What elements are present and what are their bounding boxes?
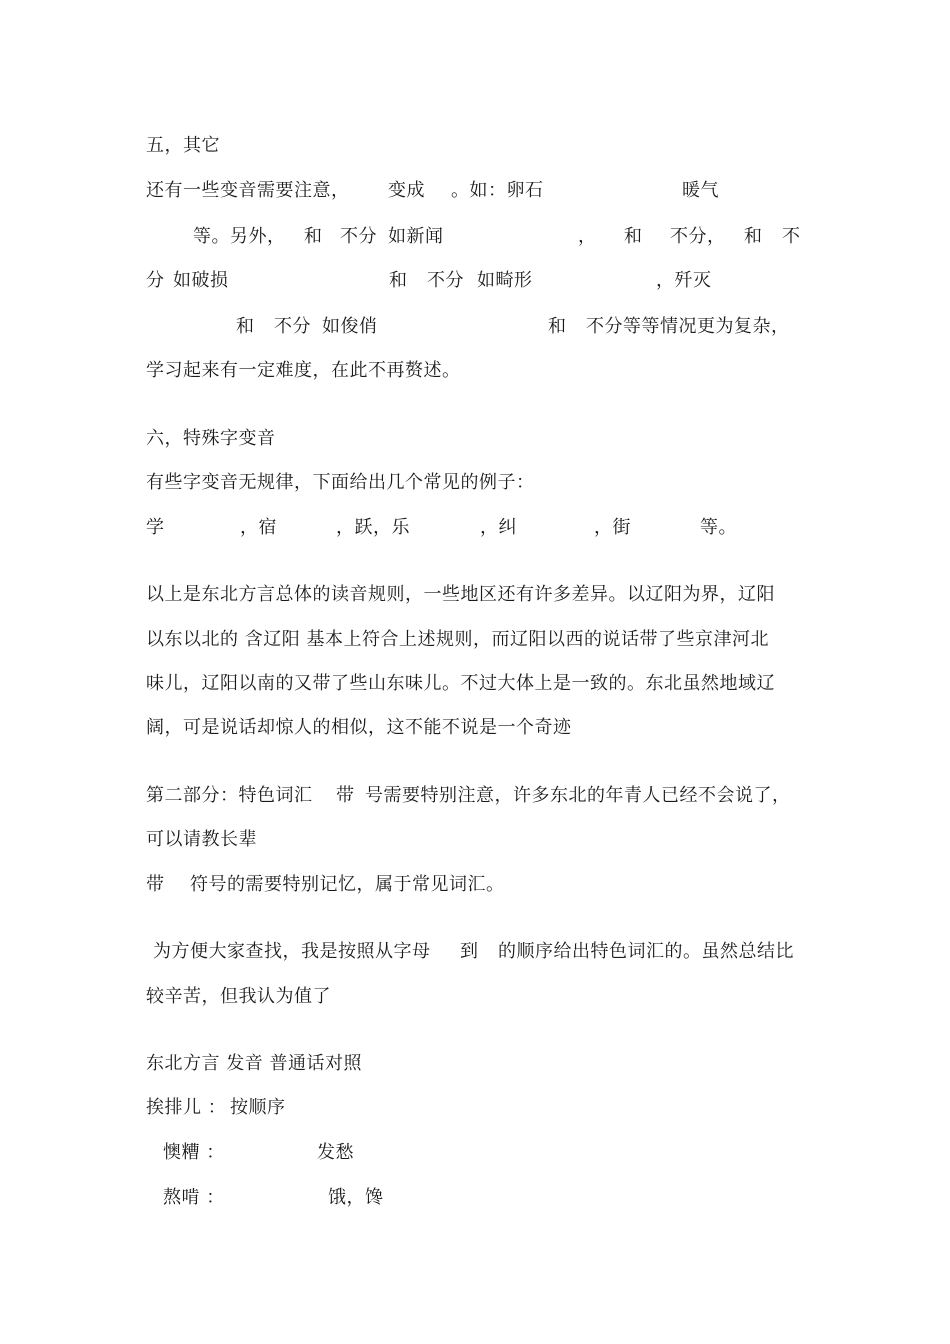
paragraph-text: 阔，可是说话却惊人的相似，这不能不说是一个奇迹 [146, 717, 572, 738]
paragraph-text: 可以请教长辈 [146, 829, 257, 850]
paragraph-text: 暖气 [682, 180, 719, 201]
vocab-meaning: 发愁 [317, 1142, 354, 1163]
paragraph-text: 等。另外， [193, 226, 286, 247]
paragraph-text: 分 [146, 270, 165, 291]
paragraph-text: 以东以北的 含辽阳 基本上符合上述规则，而辽阳以西的说话带了些京津河北 [146, 629, 769, 650]
section-heading: 六，特殊字变音 [146, 428, 276, 449]
paragraph-text: 符号的需要特别记忆，属于常见词汇。 [190, 874, 505, 895]
example-text: 学 [146, 517, 165, 538]
paragraph-text: 和 [744, 226, 763, 247]
paragraph-text: 味儿，辽阳以南的又带了些山东味儿。不过大体上是一致的。东北虽然地域辽 [146, 673, 775, 694]
paragraph-text: 为方便大家查找，我是按照从字母 [153, 941, 431, 962]
paragraph-text: 如畸形 [477, 270, 533, 291]
paragraph-text: 带 [336, 785, 355, 806]
paragraph-text: ，歼灭 [656, 270, 712, 291]
paragraph-text: 和 [389, 270, 408, 291]
paragraph-text: 带 [146, 874, 165, 895]
paragraph-text: 较辛苦，但我认为值了 [146, 986, 331, 1007]
vocab-term: 懊糟 ： [163, 1142, 225, 1163]
vocab-header: 东北方言 发音 普通话对照 [146, 1053, 362, 1074]
vocab-meaning: 饿，馋 [328, 1187, 384, 1208]
paragraph-text: 如破损 [173, 270, 229, 291]
paragraph-text: 有些字变音无规律，下面给出几个常见的例子： [146, 472, 535, 493]
paragraph-text: 不分 [274, 316, 311, 337]
paragraph-text: 不分， [670, 226, 726, 247]
vocab-meaning: 按顺序 [230, 1097, 286, 1118]
paragraph-text: 变成 [388, 180, 425, 201]
example-text: ，纠 [480, 517, 517, 538]
vocab-term: 熬啃 ： [163, 1187, 225, 1208]
paragraph-text: 和 [548, 316, 567, 337]
example-text: 等。 [700, 517, 737, 538]
paragraph-text: ， [578, 226, 597, 247]
paragraph-text: 号需要特别注意，许多东北的年青人已经不会说了， [365, 785, 791, 806]
paragraph-text: 。如：卵石 [451, 180, 544, 201]
paragraph-text: 不 [782, 226, 801, 247]
paragraph-text: 和 [304, 226, 323, 247]
paragraph-text: 如新闻 [388, 226, 444, 247]
paragraph-text: 到 [460, 941, 479, 962]
paragraph-text: 不分 [340, 226, 377, 247]
paragraph-text: 以上是东北方言总体的读音规则，一些地区还有许多差异。以辽阳为界，辽阳 [146, 584, 775, 605]
vocab-term: 挨排儿 ： [146, 1097, 227, 1118]
example-text: ，街 [594, 517, 631, 538]
paragraph-text: 不分等等情况更为复杂， [586, 316, 790, 337]
paragraph-text: 还有一些变音需要注意， [146, 180, 350, 201]
paragraph-text: 学习起来有一定难度，在此不再赘述。 [146, 360, 461, 381]
paragraph-text: 第二部分：特色词汇 [146, 785, 313, 806]
paragraph-text: 和 [624, 226, 643, 247]
section-heading: 五，其它 [146, 135, 220, 156]
paragraph-text: 的顺序给出特色词汇的。虽然总结比 [498, 941, 794, 962]
example-text: ，宿 [240, 517, 277, 538]
paragraph-text: 和 [236, 316, 255, 337]
paragraph-text: 不分 [427, 270, 464, 291]
example-text: ，跃，乐 [336, 517, 410, 538]
paragraph-text: 如俊俏 [322, 316, 378, 337]
